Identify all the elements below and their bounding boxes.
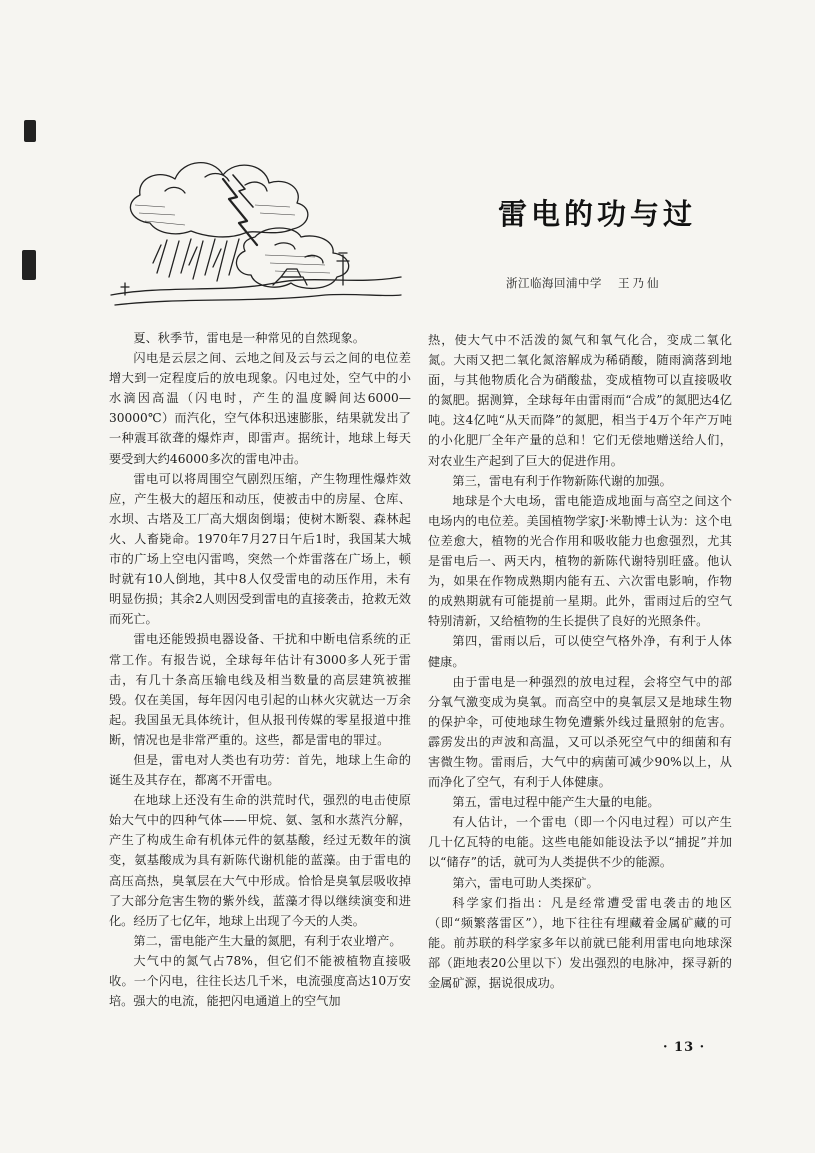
- paragraph: 第四，雷雨以后，可以使空气格外净，有利于人体健康。: [428, 634, 732, 669]
- scan-mark: [24, 120, 36, 142]
- paragraph: 第六，雷电可助人类探矿。: [452, 875, 599, 890]
- paragraph: 由于雷电是一种强烈的放电过程，会将空气中的部分氧气激变成为臭氧。而高空中的臭氧层又是地球生物的保护伞，可使地球生物免遭紫外线过量照射的危害。霹雳发出的声波和高温，又可以杀死空气中的细菌和有害微生物。雷雨后，大气中的病菌可减少90%以上，从而净化了空气，有利于人体健康。: [428, 674, 732, 790]
- author-name: 王乃仙: [618, 276, 662, 290]
- article-title: 雷电的功与过: [498, 197, 697, 231]
- paragraph: 第二，雷电能产生大量的氮肥，有利于农业增产。: [133, 933, 402, 948]
- paragraph: 夏、秋季节，雷电是一种常见的自然现象。: [133, 331, 365, 345]
- paragraph: 雷电还能毁损电器设备、干扰和中断电信系统的正常工作。有报告说，全球每年估计有3000多人死于雷击，有几十条高压输电线及相当数量的高层建筑被摧毁。仅在美国，每年因闪电引起的山林火灾就达一万余起。我国虽无具体统计，但从报刊传媒的零星报道中推断，情况也是非常严重的。这些，都是雷电的罪过。: [109, 632, 411, 747]
- paragraph: 第三，雷电有利于作物新陈代谢的加强。: [452, 473, 672, 488]
- paragraph: 第五，雷电过程中能产生大量的电能。: [452, 795, 660, 810]
- paragraph: 雷电可以将周围空气剧烈压缩，产生物理性爆炸效应，产生极大的超压和动压，使被击中的房屋、仓库、水坝、古塔及工厂高大烟囱倒塌；使树木断裂、森林起火、人畜毙命。1970年7月27日午后1时，我国某大城市的广场上空电闪雷鸣，突然一个炸雷落在广场上，顿时就有10人倒地，其中8人仅受雷电的动压作用，未有明显伤损；其余2人则因受到雷电的直接袭击，抢救无效而死亡。: [109, 471, 411, 627]
- author-organization: 浙江临海回浦中学: [506, 276, 602, 290]
- page-number: · 13 ·: [663, 1040, 706, 1055]
- paragraph: 有人估计，一个雷电（即一个闪电过程）可以产生几十亿瓦特的电能。这些电能如能设法予以“捕捉”并加以“储存”的话，就可为人类提供不少的能源。: [428, 815, 732, 870]
- left-column: [109, 328, 411, 1011]
- paragraph: 在地球上还没有生命的洪荒时代，强烈的电击使原始大气中的四种气体——甲烷、氨、氢和水蒸汽分解，产生了构成生命有机体元件的氨基酸，经过无数年的演变，氨基酸成为具有新陈代谢机能的蓝藻。由于雷电的高压高热，臭氧层在大气中形成。恰恰是臭氧层吸收掉了大部分危害生物的紫外线，蓝藻才得以继续演变和进化。经历了七亿年，地球上出现了今天的人类。: [109, 793, 411, 928]
- paragraph: 科学家们指出：凡是经常遭受雷电袭击的地区（即“频繁落雷区”），地下往往有埋藏着金属矿藏的可能。前苏联的科学家多年以前就已能利用雷电向地球深部（距地表20公里以下）发出强烈的电脉冲，探寻新的金属矿源，据说很成功。: [428, 895, 732, 990]
- paragraph: 大气中的氮气占78%，但它们不能被植物直接吸收。一个闪电，往往长达几千米，电流强度高达10万安培。强大的电流，能把闪电通道上的空气加: [109, 953, 411, 1009]
- paragraph: 热，使大气中不活泼的氮气和氧气化合，变成二氧化氮。大雨又把二氧化氮溶解成为稀硝酸，随雨滴落到地面，与其他物质化合为硝酸盐，变成植物可以直接吸收的氮肥。据测算，全球每年由雷雨而“合成”的氮肥达4亿吨。这4亿吨“从天而降”的氮肥，相当于4万个年产万吨的小化肥厂全年产量的总和！它们无偿地赠送给人们，对农业生产起到了巨大的促进作用。: [428, 333, 732, 468]
- paragraph: 但是，雷电对人类也有功劳：首先，地球上生命的诞生及其存在，都离不开雷电。: [109, 752, 411, 788]
- paragraph: 闪电是云层之间、云地之间及云与云之间的电位差增大到一定程度后的放电现象。闪电过处，空气中的小水滴因高温（闪电时，产生的温度瞬间达6000—30000℃）而汽化，空气体积迅速膨胀，结果就发出了一种震耳欲聋的爆炸声，即雷声。据统计，地球上每天要受到大约46000多次的雷电冲击。: [109, 351, 411, 466]
- byline: [506, 275, 662, 291]
- right-column: [428, 330, 732, 993]
- scan-mark: [22, 250, 36, 280]
- paragraph: 地球是个大电场，雷电能造成地面与高空之间这个电场内的电位差。美国植物学家J·米勒博士认为：这个电位差愈大，植物的光合作用和吸收能力也愈强烈，尤其是雷电后一、两天内，植物的新陈代谢特别旺盛。他认为，如果在作物成熟期内能有五、六次雷电影响，作物的成熟期就有可能提前一星期。此外，雷雨过后的空气特别清新，又给植物的生长提供了良好的光照条件。: [428, 493, 732, 629]
- thunderstorm-illustration: [105, 145, 405, 310]
